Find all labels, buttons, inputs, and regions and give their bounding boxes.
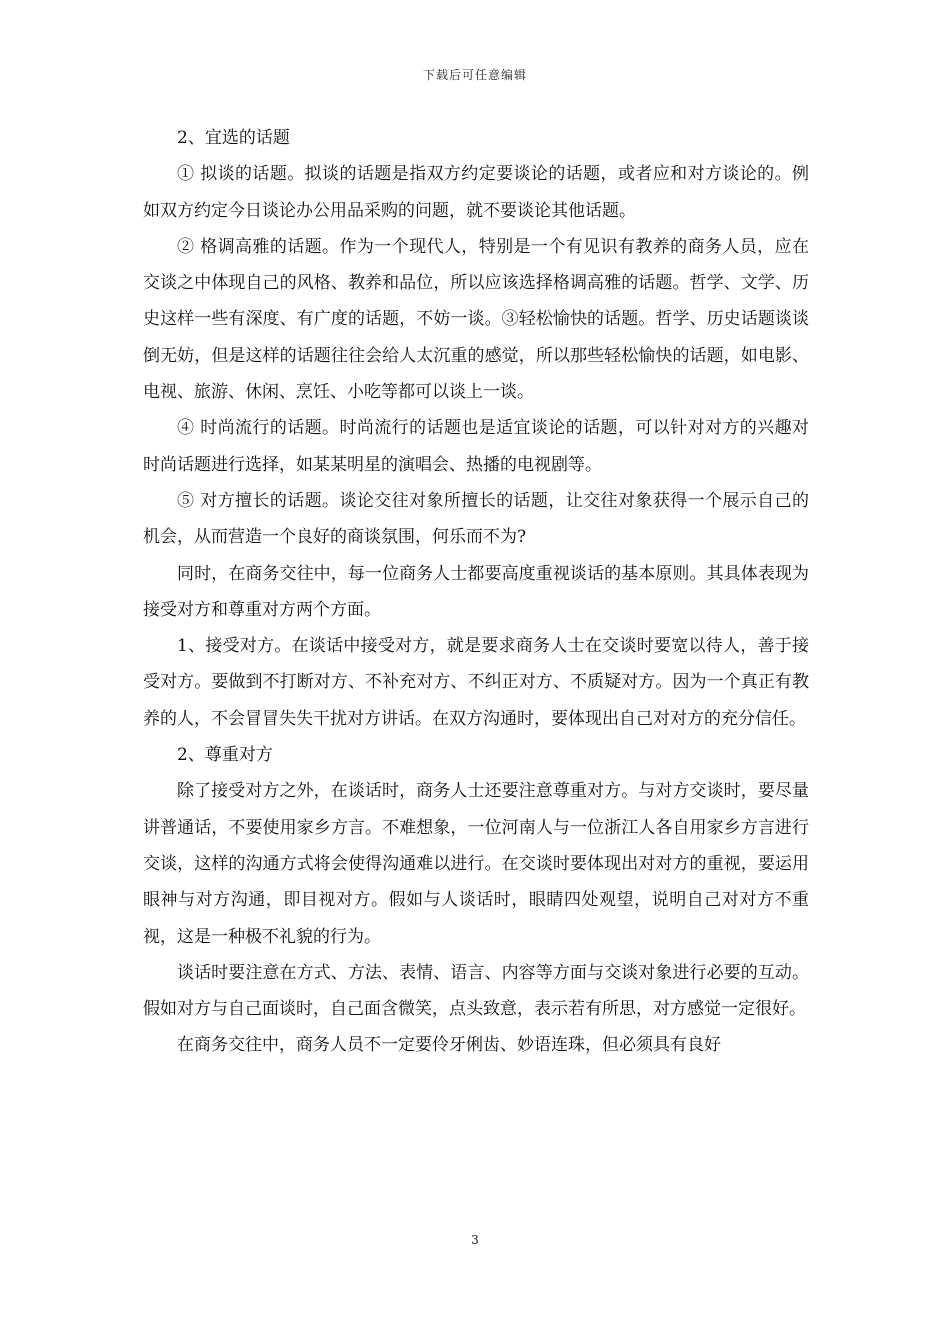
paragraph-respect-other: 除了接受对方之外，在谈话时，商务人士还要注意尊重对方。与对方交谈时，要尽量讲普通话，不要使用家乡方言。不难想象，一位河南人与一位浙江人各自用家乡方言进行交谈，这样的沟通方式将会使得沟通难以进行。在交谈时要体现出对对方的重视，要运用眼神与对方沟通，即目视对方。假如与人谈话时，眼睛四处观望，说明自己对对方不重视，这是一种极不礼貌的行为。 (143, 781, 809, 947)
paragraph-communication: 在商务交往中，商务人员不一定要伶牙俐齿、妙语连珠，但必须具有良好 (177, 1035, 721, 1056)
paragraph-interaction: 谈话时要注意在方式、方法、表情、语言、内容等方面与交谈对象进行必要的互动。假如对方与自己面谈时，自己面含微笑，点头致意，表示若有所思，对方感觉一定很好。 (143, 962, 809, 1020)
paragraph-planned-topic: ① 拟谈的话题。拟谈的话题是指双方约定要谈论的话题，或者应和对方谈论的。例如双方约定今日谈论办公用品采购的问题，就不要谈论其他话题。 (143, 164, 809, 221)
section-heading-topics: 2、宜选的话题 (177, 128, 290, 148)
page-number: 3 (471, 1233, 479, 1247)
paragraph-elegant-topic: ② 格调高雅的话题。作为一个现代人，特别是一个有见识有教养的商务人员，应在交谈之中体现自己的风格、教养和品位，所以应该选择格调高雅的话题。哲学、文学、历史这样一些有深度、有广度的话题，不妨一谈。③轻松愉快的话题。哲学、历史话题谈谈倒无妨，但是这样的话题往往会给人太沉重的感觉，所以那些轻松愉快的话题，如电影、电视、旅游、休闲、烹饪、小吃等都可以谈上一谈。 (143, 236, 809, 403)
paragraph-trending-topic: ④ 时尚流行的话题。时尚流行的话题也是适宜谈论的话题，可以针对对方的兴趣对时尚话题进行选择，如某某明星的演唱会、热播的电视剧等。 (143, 418, 809, 475)
paragraph-expertise-topic: ⑤ 对方擅长的话题。谈论交往对象所擅长的话题，让交往对象获得一个展示自己的机会，从而营造一个良好的商谈氛围，何乐而不为? (143, 490, 809, 548)
section-heading-respect: 2、尊重对方 (177, 745, 273, 766)
page-header: 下载后可任意编辑 (422, 68, 527, 82)
document-body (143, 120, 809, 1064)
paragraph-accept-other: 1、接受对方。在谈话中接受对方，就是要求商务人士在交谈时要宽以待人，善于接受对方。要做到不打断对方、不补充对方、不纠正对方、不质疑对方。因为一个真正有教养的人，不会冒冒失失干扰对方讲话。在双方沟通时，要体现出自己对对方的充分信任。 (143, 636, 809, 729)
paragraph-principles: 同时，在商务交往中，每一位商务人士都要高度重视谈话的基本原则。其具体表现为接受对方和尊重对方两个方面。 (143, 563, 809, 620)
